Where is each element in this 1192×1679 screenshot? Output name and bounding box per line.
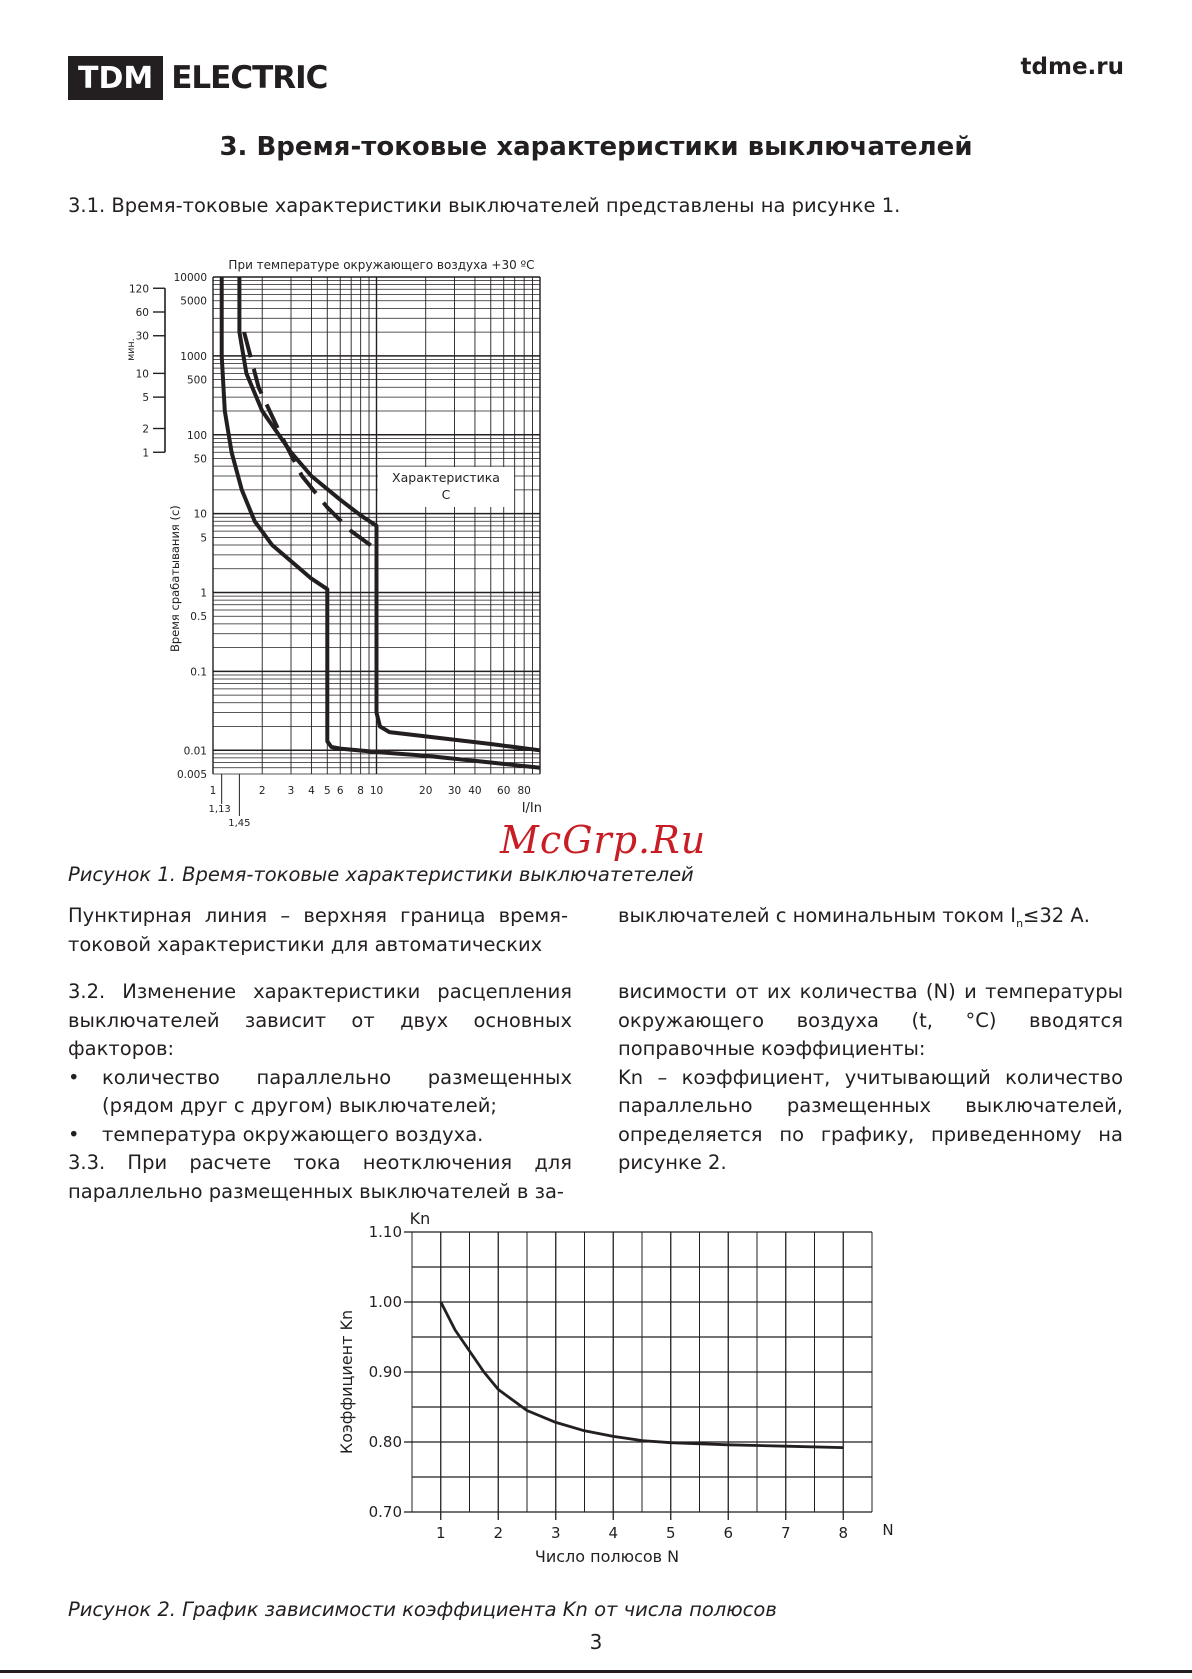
y-tick-label: 1 xyxy=(200,587,207,600)
x-tick-label: 20 xyxy=(419,785,433,797)
figure-1-caption: Рисунок 1. Время-токовые характеристики выключатетелей xyxy=(68,863,694,886)
kn-definition: Kn – коэффициент, учитывающий количество параллельно размещенных выключателей, определяется по графику, приведенному на рисунке 2. xyxy=(618,1065,1123,1174)
minute-tick-label: 10 xyxy=(135,368,149,381)
y-tick-label: 0.005 xyxy=(176,769,207,781)
y-tick-label: 1000 xyxy=(180,350,207,363)
minute-tick-label: 5 xyxy=(142,392,149,405)
dashed-line-note: Пунктирная линия – верхняя граница время-токовой характеристики для автоматических xyxy=(68,904,568,956)
minute-tick-label: 2 xyxy=(142,423,149,436)
page-number: 3 xyxy=(589,1630,603,1654)
minute-tick-label: 1 xyxy=(142,447,149,460)
y-tick-label: 50 xyxy=(193,453,207,466)
factor-list xyxy=(68,1064,572,1150)
y-axis-unit: Kn xyxy=(409,1209,431,1228)
x-tick-label: 1 xyxy=(435,1524,446,1542)
x-axis-label: I/In xyxy=(521,801,542,816)
y-tick-label: 0.5 xyxy=(190,611,207,624)
annotation-line-1: Характеристика xyxy=(392,470,500,485)
watermark-text: McGrp.Ru xyxy=(500,818,707,862)
x-tick-label: 4 xyxy=(308,785,315,797)
x-extra-tick-label: 1,13 xyxy=(208,804,231,815)
y-tick-label: 0.01 xyxy=(183,745,207,758)
left-column xyxy=(68,978,572,1206)
x-tick-label: 30 xyxy=(447,785,462,797)
y-tick-label: 100 xyxy=(186,429,207,442)
y-tick-label: 500 xyxy=(186,374,207,387)
x-axis-label: Число полюсов N xyxy=(534,1547,680,1566)
logo-text: ELECTRIC xyxy=(171,60,328,96)
x-tick-label: 8 xyxy=(838,1524,849,1542)
x-tick-label: 10 xyxy=(369,785,384,797)
correction-factors-text: висимости от их количества (N) и температуры окружающего воздуха (t, °C) вводятся поправочные коэффициенты: xyxy=(618,980,1123,1060)
x-tick-label: 40 xyxy=(468,785,482,797)
x-extra-tick-label: 1,45 xyxy=(228,818,251,829)
paragraph-3-1: 3.1. Время-токовые характеристики выключателей представлены на рисунке 1. xyxy=(68,194,901,217)
y-tick-label: 5000 xyxy=(180,295,207,308)
right-column xyxy=(618,978,1123,1178)
x-tick-label: 4 xyxy=(608,1524,619,1542)
annotation-line-2: С xyxy=(441,487,451,502)
characteristic-curve-1 xyxy=(222,277,540,768)
y-tick-label: 0.80 xyxy=(368,1433,402,1451)
x-tick-label: 3 xyxy=(287,785,295,797)
x-tick-label: 5 xyxy=(665,1524,676,1542)
minute-tick-label: 60 xyxy=(135,306,149,319)
y-tick-label: 10000 xyxy=(173,272,207,284)
kn-curve xyxy=(441,1302,844,1448)
note-text: выключателей с номинальным током I xyxy=(618,904,1017,927)
x-tick-label: 6 xyxy=(336,785,344,797)
bottom-rule xyxy=(0,1670,1192,1673)
minute-tick-label: 30 xyxy=(135,330,149,343)
y-axis-label: Коэффициент Kn xyxy=(337,1309,356,1455)
note-subscript: n xyxy=(1016,916,1024,930)
x-tick-label: 8 xyxy=(357,785,364,797)
note-text-end: ≤32 А. xyxy=(1023,904,1090,927)
x-tick-label: 1 xyxy=(209,785,217,797)
minutes-label: мин. xyxy=(126,338,137,361)
x-tick-label: 6 xyxy=(723,1524,734,1542)
y-axis-label: Время срабатывания (с) xyxy=(168,505,182,653)
x-axis-unit: N xyxy=(882,1521,894,1539)
x-tick-label: 7 xyxy=(780,1524,791,1542)
paragraph-3-3: 3.3. При расчете тока неотключения для параллельно размещенных выключателей в за- xyxy=(68,1151,572,1203)
minute-tick-label: 120 xyxy=(128,283,149,296)
x-tick-label: 60 xyxy=(497,785,511,797)
y-tick-label: 0.90 xyxy=(368,1363,402,1381)
y-tick-label: 1.10 xyxy=(368,1223,402,1241)
site-url[interactable]: tdme.ru xyxy=(1020,54,1124,80)
paragraph-3-2: 3.2. Изменение характеристики расцепления выключателей зависит от двух основных факторов: xyxy=(68,980,572,1060)
section-title: 3. Время-токовые характеристики выключателей xyxy=(219,132,973,162)
x-tick-label: 2 xyxy=(258,785,266,797)
list-item: • температура окружающего воздуха. xyxy=(68,1121,572,1150)
y-tick-label: 1.00 xyxy=(368,1293,402,1311)
y-tick-label: 0.70 xyxy=(368,1503,402,1521)
chart-title: При температуре окружающего воздуха +30 ºС xyxy=(228,258,535,272)
y-tick-label: 5 xyxy=(200,532,207,545)
logo-box: TDM xyxy=(68,56,163,100)
x-tick-label: 2 xyxy=(493,1524,504,1542)
x-tick-label: 80 xyxy=(517,785,531,797)
x-tick-label: 3 xyxy=(550,1524,561,1542)
dashed-line-note-continued xyxy=(618,902,1128,938)
list-item: • количество параллельно размещенных (рядом друг с другом) выключателей; xyxy=(68,1064,572,1121)
figure-2-caption: Рисунок 2. График зависимости коэффициента Kn от числа полюсов xyxy=(68,1598,777,1621)
y-tick-label: 10 xyxy=(193,508,207,521)
y-tick-label: 0.1 xyxy=(190,666,207,679)
x-tick-label: 5 xyxy=(323,785,331,797)
